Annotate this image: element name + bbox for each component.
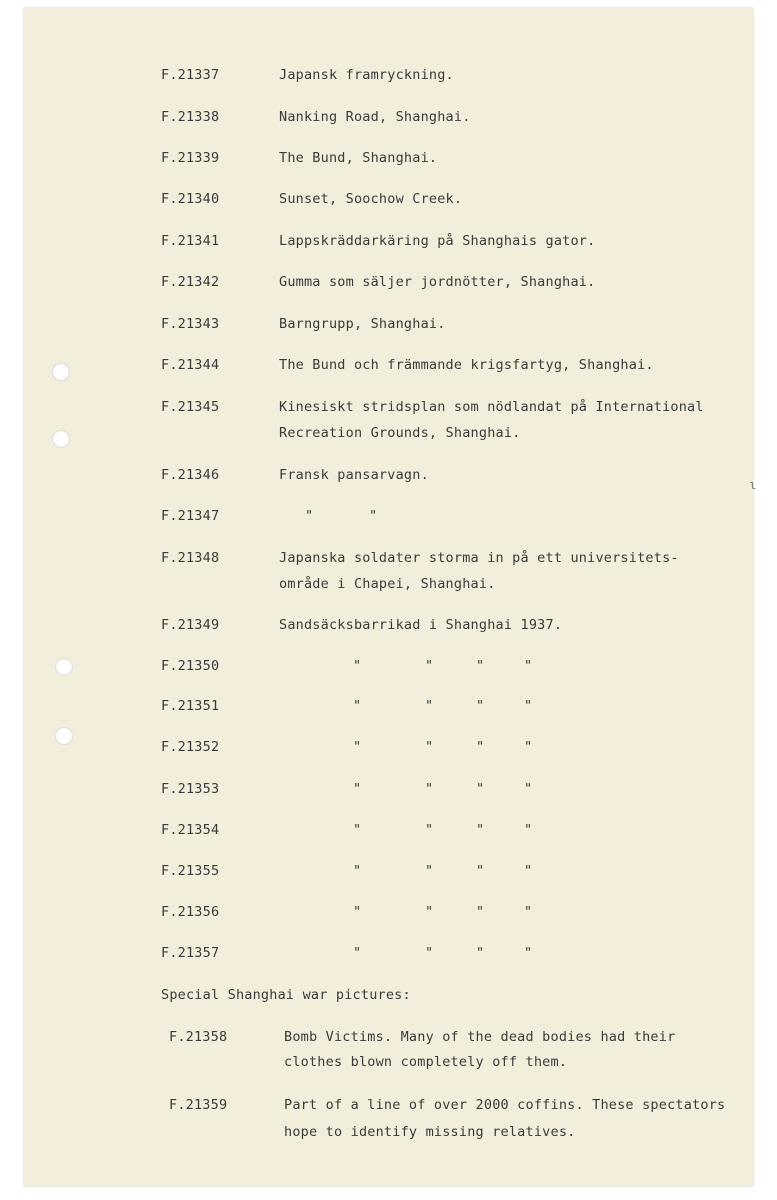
ditto-mark: " (353, 863, 362, 879)
entry-number: F.21353 (161, 781, 220, 797)
section-heading: Special Shanghai war pictures: (161, 987, 411, 1003)
ditto-mark: " (425, 863, 434, 879)
ditto-mark: " (476, 781, 485, 797)
entry-description: Nanking Road, Shanghai. (279, 109, 471, 125)
entry-description: Gumma som säljer jordnötter, Shanghai. (279, 274, 596, 290)
ditto-mark: " (476, 698, 485, 714)
entry-description-continued: område i Chapei, Shanghai. (279, 576, 496, 592)
entry-description: Japansk framryckning. (279, 67, 454, 83)
ditto-mark: " (353, 698, 362, 714)
entry-number: F.21346 (161, 467, 220, 483)
ditto-mark: " (476, 822, 485, 838)
entry-number: F.21351 (161, 698, 220, 714)
ditto-mark: " (425, 945, 434, 961)
ditto-mark: " (524, 822, 533, 838)
special-entry-description-continued: clothes blown completely off them. (284, 1054, 568, 1070)
punch-hole (55, 658, 73, 676)
entry-number: F.21341 (161, 233, 220, 249)
entry-number: F.21355 (161, 863, 220, 879)
punch-hole (52, 363, 70, 381)
entry-number: F.21338 (161, 109, 220, 125)
entry-number: F.21356 (161, 904, 220, 920)
entry-description-continued: Recreation Grounds, Shanghai. (279, 425, 521, 441)
ditto-mark: " (476, 658, 485, 674)
special-entry-description: Bomb Victims. Many of the dead bodies had their (284, 1029, 676, 1045)
ditto-mark: " (524, 698, 533, 714)
entry-number: F.21354 (161, 822, 220, 838)
entry-number: F.21357 (161, 945, 220, 961)
special-entry-description: Part of a line of over 2000 coffins. These spectators (284, 1097, 726, 1113)
entry-description: Lappskräddarkäring på Shanghais gator. (279, 233, 596, 249)
ditto-mark: " (425, 698, 434, 714)
entry-description: Sunset, Soochow Creek. (279, 191, 463, 207)
entry-number: F.21340 (161, 191, 220, 207)
ditto-mark: " (425, 739, 434, 755)
ditto-mark: " (476, 945, 485, 961)
ditto-mark: " (476, 863, 485, 879)
ditto-mark: " (524, 945, 533, 961)
edge-mark: ɩ (749, 478, 757, 492)
entry-description: Barngrupp, Shanghai. (279, 316, 446, 332)
entry-number: F.21343 (161, 316, 220, 332)
ditto-mark: " (524, 739, 533, 755)
ditto-mark: " (524, 658, 533, 674)
entry-number: F.21352 (161, 739, 220, 755)
ditto-mark: " (425, 658, 434, 674)
entry-number: F.21350 (161, 658, 220, 674)
ditto-mark: " (476, 904, 485, 920)
entry-number: F.21337 (161, 67, 220, 83)
ditto-mark: " (425, 904, 434, 920)
ditto-mark: " (353, 904, 362, 920)
ditto-mark: " (476, 739, 485, 755)
entry-description: Kinesiskt stridsplan som nödlandat på International (279, 399, 704, 415)
ditto-mark: " (353, 781, 362, 797)
ditto-mark: " (425, 822, 434, 838)
punch-hole (55, 727, 73, 745)
entry-number: F.21347 (161, 508, 220, 524)
entry-number: F.21339 (161, 150, 220, 166)
ditto-mark: " (524, 781, 533, 797)
entry-number: F.21349 (161, 617, 220, 633)
entry-description: Fransk pansarvagn. (279, 467, 429, 483)
ditto-mark: " (425, 781, 434, 797)
ditto-mark: " (353, 945, 362, 961)
entry-description: The Bund och främmande krigsfartyg, Shanghai. (279, 357, 654, 373)
special-entry-number: F.21358 (169, 1029, 228, 1045)
ditto-mark: " (353, 822, 362, 838)
entry-number: F.21344 (161, 357, 220, 373)
document-page (24, 8, 753, 1186)
ditto-mark: " (353, 658, 362, 674)
ditto-mark: " (524, 863, 533, 879)
entry-description: Sandsäcksbarrikad i Shanghai 1937. (279, 617, 563, 633)
special-entry-description-continued: hope to identify missing relatives. (284, 1124, 576, 1140)
punch-hole (52, 430, 70, 448)
ditto-mark: " (369, 508, 378, 524)
entry-description: The Bund, Shanghai. (279, 150, 438, 166)
entry-number: F.21345 (161, 399, 220, 415)
special-entry-number: F.21359 (169, 1097, 228, 1113)
ditto-mark: " (353, 739, 362, 755)
ditto-mark: " (524, 904, 533, 920)
entry-description: Japanska soldater storma in på ett universitets- (279, 550, 679, 566)
entry-number: F.21342 (161, 274, 220, 290)
ditto-mark: " (305, 508, 314, 524)
entry-number: F.21348 (161, 550, 220, 566)
